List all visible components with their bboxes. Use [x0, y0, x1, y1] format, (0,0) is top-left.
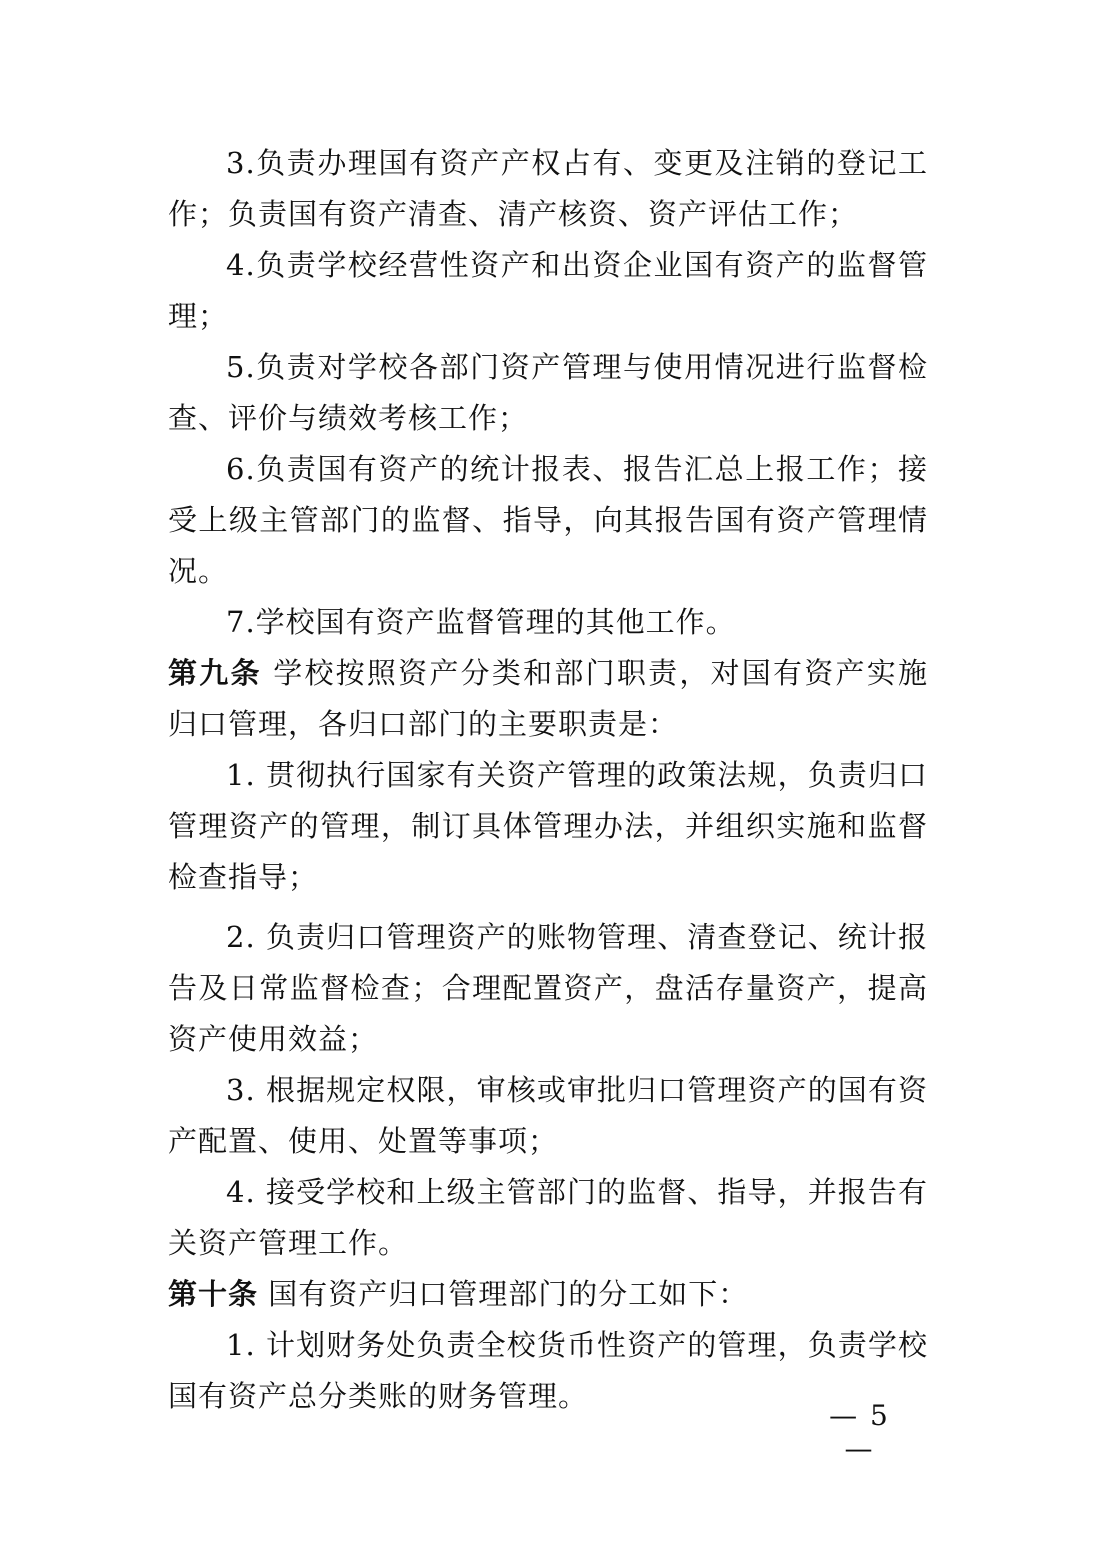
article-9-item-1: 1. 贯彻执行国家有关资产管理的政策法规，负责归口管理资产的管理，制订具体管理办法，并组织实施和监督检查指导；: [168, 758, 928, 894]
page-number: — 5 —: [829, 1399, 890, 1465]
article-10-paragraph: [168, 1269, 928, 1320]
article-9-item-4: 4. 接受学校和上级主管部门的监督、指导，并报告有关资产管理工作。: [168, 1175, 928, 1260]
article-9-item-3: 3. 根据规定权限，审核或审批归口管理资产的国有资产配置、使用、处置等事项；: [168, 1073, 928, 1158]
paragraph-item-6: 6.负责国有资产的统计报表、报告汇总上报工作；接受上级主管部门的监督、指导，向其报告国有资产管理情况。: [168, 452, 928, 588]
article-10-item-1: 1. 计划财务处负责全校货币性资产的管理，负责学校国有资产总分类账的财务管理。: [168, 1328, 928, 1413]
article-9-heading: 第九条: [168, 656, 262, 690]
paragraph-item-4: 4.负责学校经营性资产和出资企业国有资产的监督管理；: [168, 248, 928, 333]
document-body: [168, 138, 928, 1422]
paragraph-item-5: 5.负责对学校各部门资产管理与使用情况进行监督检查、评价与绩效考核工作；: [168, 350, 928, 435]
article-10-text: 国有资产归口管理部门的分工如下：: [268, 1277, 749, 1311]
paragraph-item-7: 7.学校国有资产监督管理的其他工作。: [226, 605, 736, 639]
paragraph-item-3: 3.负责办理国有资产产权占有、变更及注销的登记工作；负责国有资产清查、清产核资、资产评估工作；: [168, 146, 928, 231]
article-9-paragraph: [168, 648, 928, 750]
article-10-heading: 第十条: [168, 1277, 259, 1311]
article-9-text: 学校按照资产分类和部门职责，对国有资产实施归口管理，各归口部门的主要职责是：: [168, 656, 928, 741]
article-9-item-2: 2. 负责归口管理资产的账物管理、清查登记、统计报告及日常监督检查；合理配置资产，盘活存量资产，提高资产使用效益；: [168, 920, 928, 1056]
